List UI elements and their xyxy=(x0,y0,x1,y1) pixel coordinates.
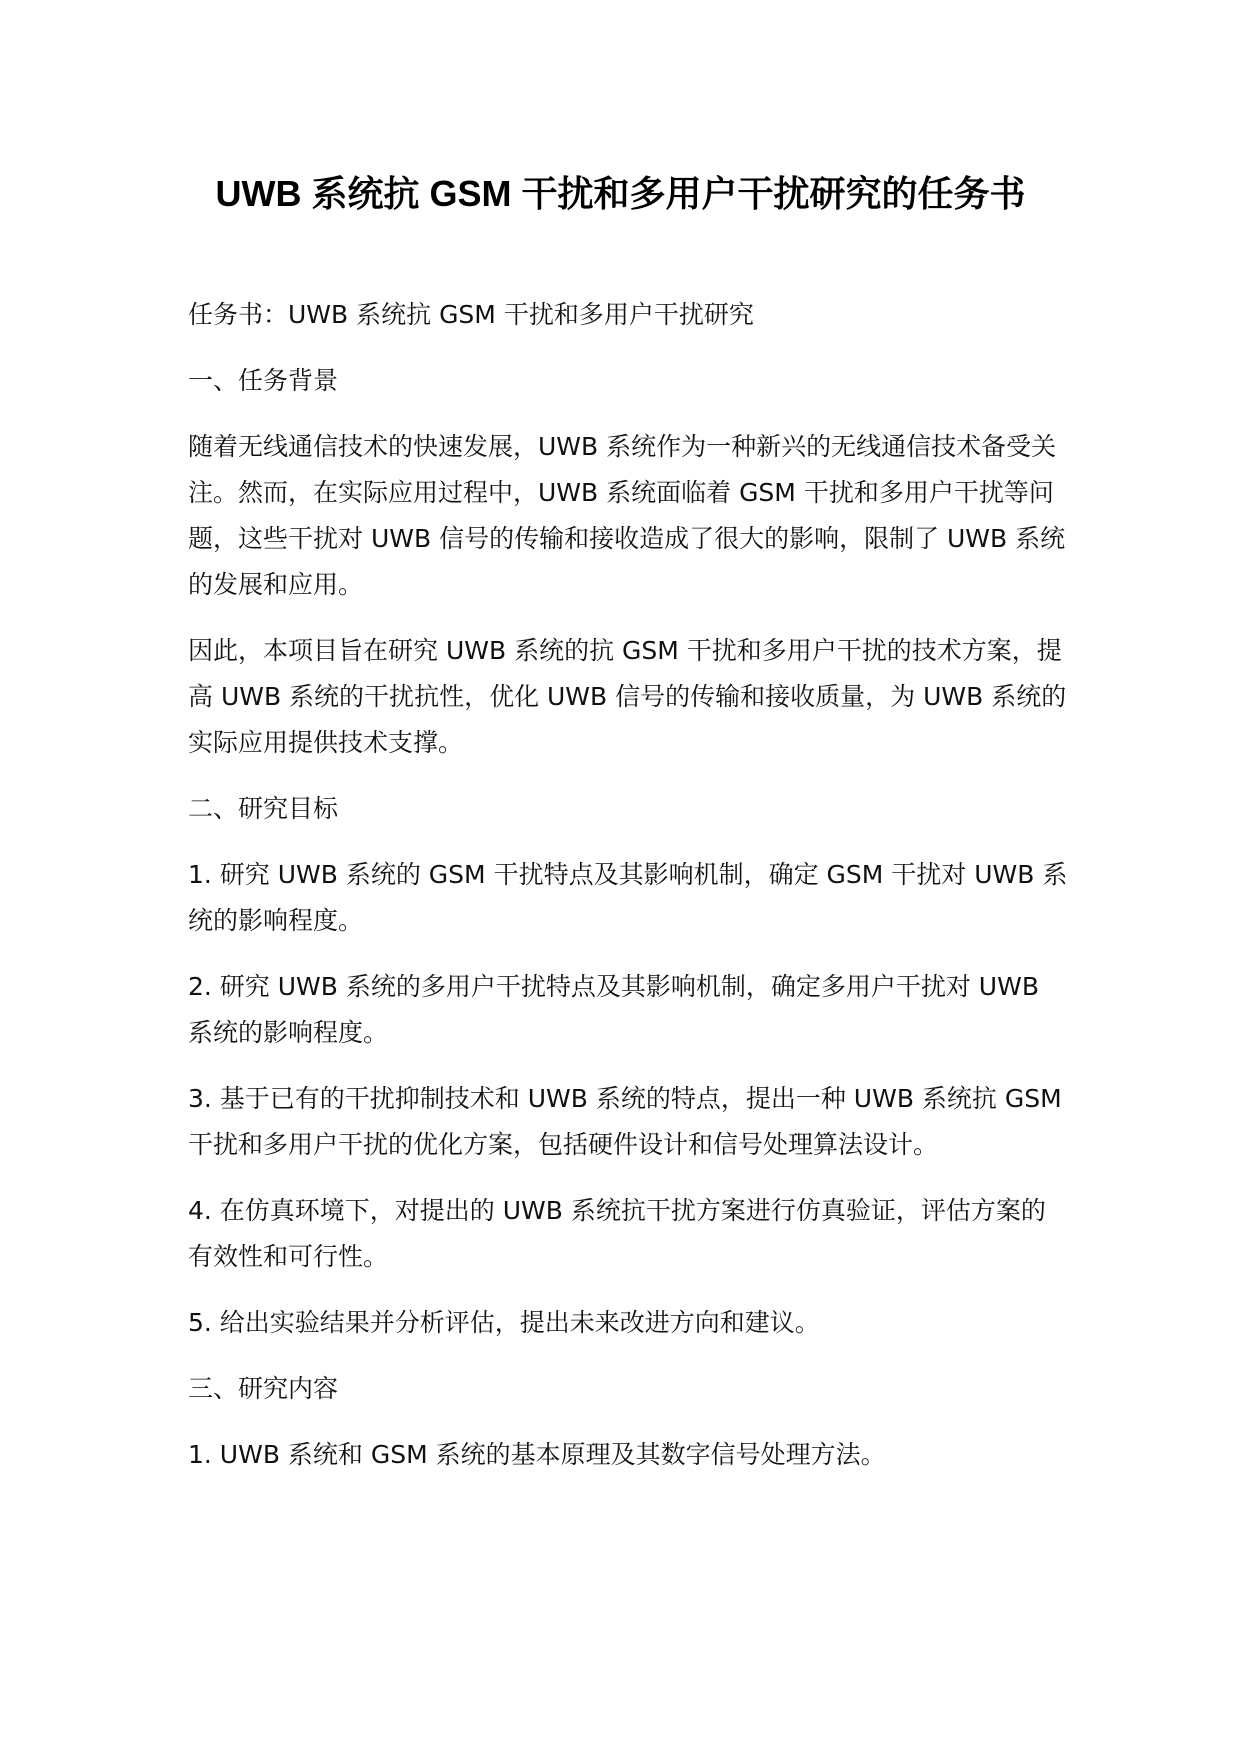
section-heading-content: 三、研究内容 xyxy=(188,1374,339,1403)
task-subject-line: 任务书：UWB 系统抗 GSM 干扰和多用户干扰研究 xyxy=(188,300,754,329)
goal-item-5: 5. 给出实验结果并分析评估，提出未来改进方向和建议。 xyxy=(188,1308,820,1337)
document-body xyxy=(188,292,1068,1498)
goal-item-2: 2. 研究 UWB 系统的多用户干扰特点及其影响机制，确定多用户干扰对 UWB 系统的影响程度。 xyxy=(188,972,1039,1047)
goal-item-4: 4. 在仿真环境下，对提出的 UWB 系统抗干扰方案进行仿真验证，评估方案的有效性和可行性。 xyxy=(188,1196,1046,1271)
goal-item-3: 3. 基于已有的干扰抑制技术和 UWB 系统的特点，提出一种 UWB 系统抗 GSM 干扰和多用户干扰的优化方案，包括硬件设计和信号处理算法设计。 xyxy=(188,1084,1062,1159)
section-heading-background: 一、任务背景 xyxy=(188,366,339,395)
document-title: UWB 系统抗 GSM 干扰和多用户干扰研究的任务书 xyxy=(215,173,1026,214)
content-item-1: 1. UWB 系统和 GSM 系统的基本原理及其数字信号处理方法。 xyxy=(188,1440,886,1469)
background-paragraph-1: 随着无线通信技术的快速发展，UWB 系统作为一种新兴的无线通信技术备受关注。然而，在实际应用过程中，UWB 系统面临着 GSM 干扰和多用户干扰等问题，这些干扰对 UWB 信号的传输和接收造成了很大的影响，限制了 UWB 系统的发展和应用。 xyxy=(188,432,1066,599)
goal-item-1: 1. 研究 UWB 系统的 GSM 干扰特点及其影响机制，确定 GSM 干扰对 UWB 系统的影响程度。 xyxy=(188,860,1068,935)
background-paragraph-2: 因此，本项目旨在研究 UWB 系统的抗 GSM 干扰和多用户干扰的技术方案，提高 UWB 系统的干扰抗性，优化 UWB 信号的传输和接收质量，为 UWB 系统的实际应用提供技术支撑。 xyxy=(188,636,1067,757)
section-heading-goals: 二、研究目标 xyxy=(188,794,339,823)
